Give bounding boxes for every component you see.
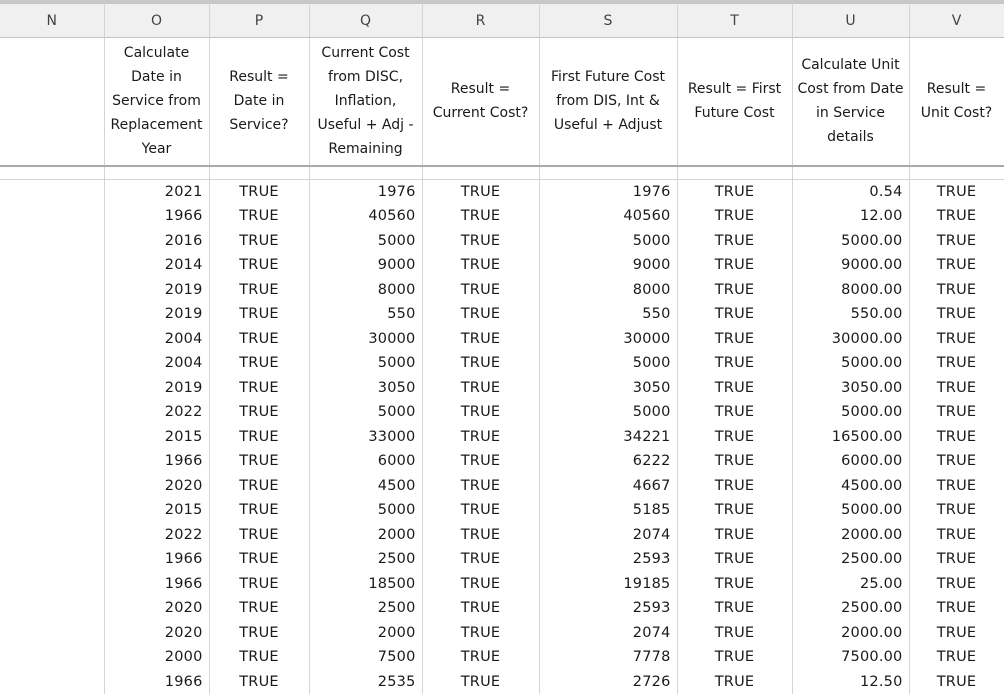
cell-r[interactable]: TRUE: [422, 621, 539, 646]
cell-v[interactable]: TRUE: [909, 376, 1004, 401]
cell-v[interactable]: TRUE: [909, 474, 1004, 499]
cell-o[interactable]: 2004: [104, 327, 209, 352]
cell-s[interactable]: 5000: [539, 400, 677, 425]
cell-r[interactable]: TRUE: [422, 180, 539, 205]
cell-p[interactable]: TRUE: [209, 327, 309, 352]
cell-s[interactable]: 34221: [539, 425, 677, 450]
cell-n[interactable]: [0, 253, 104, 278]
cell-o[interactable]: 2020: [104, 621, 209, 646]
table-row: [0, 670, 1004, 695]
cell-p[interactable]: TRUE: [209, 670, 309, 695]
cell-n[interactable]: [0, 474, 104, 499]
cell-n[interactable]: [0, 498, 104, 523]
column-header-s[interactable]: S: [539, 4, 677, 38]
description-header-row: [0, 38, 1004, 166]
table-row: [0, 351, 1004, 376]
cell-q[interactable]: 9000: [309, 253, 422, 278]
table-row: [0, 498, 1004, 523]
cell-t[interactable]: TRUE: [677, 645, 792, 670]
cell-v[interactable]: TRUE: [909, 351, 1004, 376]
cell-o[interactable]: 2015: [104, 498, 209, 523]
header-cell-v[interactable]: Result = Unit Cost?: [909, 38, 1004, 166]
cell-q[interactable]: 30000: [309, 327, 422, 352]
cell-q[interactable]: 7500: [309, 645, 422, 670]
cell-p[interactable]: TRUE: [209, 645, 309, 670]
cell-n[interactable]: [0, 645, 104, 670]
cell-q[interactable]: 2535: [309, 670, 422, 695]
cell-q[interactable]: 4500: [309, 474, 422, 499]
column-header-n[interactable]: N: [0, 4, 104, 38]
cell-o[interactable]: 2020: [104, 596, 209, 621]
cell-r[interactable]: TRUE: [422, 547, 539, 572]
cell-s[interactable]: 40560: [539, 204, 677, 229]
cell-u[interactable]: 12.50: [792, 670, 909, 695]
cell-p[interactable]: TRUE: [209, 351, 309, 376]
cell-u[interactable]: 2000.00: [792, 523, 909, 548]
cell-q[interactable]: 33000: [309, 425, 422, 450]
cell-q[interactable]: 3050: [309, 376, 422, 401]
cell-n[interactable]: [0, 621, 104, 646]
cell-s[interactable]: 2074: [539, 621, 677, 646]
cell-p[interactable]: TRUE: [209, 253, 309, 278]
cell-n[interactable]: [0, 351, 104, 376]
cell-p[interactable]: TRUE: [209, 547, 309, 572]
cell-v[interactable]: TRUE: [909, 400, 1004, 425]
cell-r[interactable]: TRUE: [422, 327, 539, 352]
table-row: [0, 180, 1004, 205]
cell-t[interactable]: TRUE: [677, 621, 792, 646]
column-header-p[interactable]: P: [209, 4, 309, 38]
cell-v[interactable]: TRUE: [909, 670, 1004, 695]
column-header-o[interactable]: O: [104, 4, 209, 38]
column-header-q[interactable]: Q: [309, 4, 422, 38]
cell-q[interactable]: 5000: [309, 351, 422, 376]
cell-u[interactable]: 9000.00: [792, 253, 909, 278]
cell-u[interactable]: 5000.00: [792, 351, 909, 376]
cell-o[interactable]: 1966: [104, 449, 209, 474]
cell-p[interactable]: TRUE: [209, 621, 309, 646]
cell-t[interactable]: TRUE: [677, 400, 792, 425]
blank-cell-v[interactable]: [909, 166, 1004, 180]
cell-p[interactable]: TRUE: [209, 523, 309, 548]
cell-o[interactable]: 2022: [104, 400, 209, 425]
table-row: [0, 425, 1004, 450]
table-row: [0, 449, 1004, 474]
cell-t[interactable]: TRUE: [677, 376, 792, 401]
header-cell-q[interactable]: Current Cost from DISC, Inflation, Useful + Adj - Remaining: [309, 38, 422, 166]
cell-r[interactable]: TRUE: [422, 351, 539, 376]
cell-t[interactable]: TRUE: [677, 302, 792, 327]
blank-row: [0, 166, 1004, 180]
cell-r[interactable]: TRUE: [422, 645, 539, 670]
table-row: [0, 204, 1004, 229]
cell-u[interactable]: 5000.00: [792, 498, 909, 523]
cell-u[interactable]: 5000.00: [792, 229, 909, 254]
cell-o[interactable]: 2020: [104, 474, 209, 499]
cell-n[interactable]: [0, 596, 104, 621]
cell-s[interactable]: 6222: [539, 449, 677, 474]
cell-u[interactable]: 0.54: [792, 180, 909, 205]
cell-n[interactable]: [0, 425, 104, 450]
table-row: [0, 376, 1004, 401]
cell-u[interactable]: 30000.00: [792, 327, 909, 352]
cell-u[interactable]: 2500.00: [792, 596, 909, 621]
column-header-t[interactable]: T: [677, 4, 792, 38]
cell-r[interactable]: TRUE: [422, 400, 539, 425]
cell-q[interactable]: 5000: [309, 400, 422, 425]
cell-v[interactable]: TRUE: [909, 498, 1004, 523]
cell-u[interactable]: 16500.00: [792, 425, 909, 450]
cell-v[interactable]: TRUE: [909, 645, 1004, 670]
cell-q[interactable]: 6000: [309, 449, 422, 474]
cell-o[interactable]: 2015: [104, 425, 209, 450]
cell-q[interactable]: 18500: [309, 572, 422, 597]
cell-s[interactable]: 4667: [539, 474, 677, 499]
cell-q[interactable]: 2000: [309, 523, 422, 548]
cell-p[interactable]: TRUE: [209, 596, 309, 621]
cell-q[interactable]: 40560: [309, 204, 422, 229]
cell-q[interactable]: 550: [309, 302, 422, 327]
blank-cell-u[interactable]: [792, 166, 909, 180]
cell-r[interactable]: TRUE: [422, 376, 539, 401]
cell-s[interactable]: 3050: [539, 376, 677, 401]
cell-s[interactable]: 2074: [539, 523, 677, 548]
cell-p[interactable]: TRUE: [209, 449, 309, 474]
cell-s[interactable]: 2593: [539, 547, 677, 572]
cell-t[interactable]: TRUE: [677, 449, 792, 474]
cell-n[interactable]: [0, 449, 104, 474]
cell-n[interactable]: [0, 376, 104, 401]
spreadsheet-grid: [0, 3, 1004, 694]
cell-v[interactable]: TRUE: [909, 278, 1004, 303]
table-row: [0, 253, 1004, 278]
column-header-row: [0, 4, 1004, 38]
cell-o[interactable]: 2019: [104, 302, 209, 327]
cell-s[interactable]: 2726: [539, 670, 677, 695]
cell-t[interactable]: TRUE: [677, 229, 792, 254]
cell-t[interactable]: TRUE: [677, 253, 792, 278]
cell-t[interactable]: TRUE: [677, 327, 792, 352]
cell-u[interactable]: 8000.00: [792, 278, 909, 303]
table-row: [0, 572, 1004, 597]
cell-n[interactable]: [0, 180, 104, 205]
cell-u[interactable]: 5000.00: [792, 400, 909, 425]
cell-q[interactable]: 2500: [309, 547, 422, 572]
cell-r[interactable]: TRUE: [422, 449, 539, 474]
cell-u[interactable]: 4500.00: [792, 474, 909, 499]
cell-r[interactable]: TRUE: [422, 498, 539, 523]
cell-u[interactable]: 2000.00: [792, 621, 909, 646]
cell-p[interactable]: TRUE: [209, 474, 309, 499]
cell-r[interactable]: TRUE: [422, 425, 539, 450]
blank-cell-o[interactable]: [104, 166, 209, 180]
cell-s[interactable]: 5185: [539, 498, 677, 523]
cell-p[interactable]: TRUE: [209, 204, 309, 229]
table-row: [0, 302, 1004, 327]
cell-o[interactable]: 2019: [104, 376, 209, 401]
cell-s[interactable]: 1976: [539, 180, 677, 205]
cell-q[interactable]: 2500: [309, 596, 422, 621]
blank-cell-q[interactable]: [309, 166, 422, 180]
cell-p[interactable]: TRUE: [209, 180, 309, 205]
blank-cell-p[interactable]: [209, 166, 309, 180]
cell-n[interactable]: [0, 547, 104, 572]
cell-o[interactable]: 2014: [104, 253, 209, 278]
cell-o[interactable]: 2004: [104, 351, 209, 376]
cell-n[interactable]: [0, 572, 104, 597]
cell-u[interactable]: 12.00: [792, 204, 909, 229]
cell-v[interactable]: TRUE: [909, 327, 1004, 352]
cell-v[interactable]: TRUE: [909, 621, 1004, 646]
cell-q[interactable]: 2000: [309, 621, 422, 646]
cell-n[interactable]: [0, 523, 104, 548]
cell-t[interactable]: TRUE: [677, 596, 792, 621]
cell-t[interactable]: TRUE: [677, 351, 792, 376]
cell-r[interactable]: TRUE: [422, 278, 539, 303]
cell-o[interactable]: 2021: [104, 180, 209, 205]
cell-t[interactable]: TRUE: [677, 572, 792, 597]
cell-s[interactable]: 2593: [539, 596, 677, 621]
header-cell-n[interactable]: [0, 38, 104, 166]
cell-n[interactable]: [0, 204, 104, 229]
cell-u[interactable]: 7500.00: [792, 645, 909, 670]
cell-q[interactable]: 8000: [309, 278, 422, 303]
cell-s[interactable]: 19185: [539, 572, 677, 597]
cell-t[interactable]: TRUE: [677, 670, 792, 695]
table-row: [0, 596, 1004, 621]
cell-u[interactable]: 6000.00: [792, 449, 909, 474]
cell-u[interactable]: 3050.00: [792, 376, 909, 401]
cell-s[interactable]: 30000: [539, 327, 677, 352]
table-row: [0, 547, 1004, 572]
header-cell-u[interactable]: Calculate Unit Cost from Date in Service details: [792, 38, 909, 166]
cell-p[interactable]: TRUE: [209, 229, 309, 254]
cell-s[interactable]: 8000: [539, 278, 677, 303]
cell-t[interactable]: TRUE: [677, 547, 792, 572]
cell-p[interactable]: TRUE: [209, 425, 309, 450]
table-row: [0, 523, 1004, 548]
cell-s[interactable]: 7778: [539, 645, 677, 670]
table-row: [0, 229, 1004, 254]
blank-cell-r[interactable]: [422, 166, 539, 180]
cell-v[interactable]: TRUE: [909, 253, 1004, 278]
cell-r[interactable]: TRUE: [422, 596, 539, 621]
header-cell-p[interactable]: Result = Date in Service?: [209, 38, 309, 166]
cell-p[interactable]: TRUE: [209, 572, 309, 597]
table-row: [0, 400, 1004, 425]
cell-s[interactable]: 5000: [539, 229, 677, 254]
cell-v[interactable]: TRUE: [909, 425, 1004, 450]
cell-o[interactable]: 2000: [104, 645, 209, 670]
column-header-v[interactable]: V: [909, 4, 1004, 38]
table-row: [0, 621, 1004, 646]
cell-t[interactable]: TRUE: [677, 498, 792, 523]
blank-cell-t[interactable]: [677, 166, 792, 180]
cell-v[interactable]: TRUE: [909, 229, 1004, 254]
cell-q[interactable]: 5000: [309, 229, 422, 254]
table-row: [0, 278, 1004, 303]
table-row: [0, 327, 1004, 352]
table-row: [0, 474, 1004, 499]
column-header-r[interactable]: R: [422, 4, 539, 38]
cell-v[interactable]: TRUE: [909, 449, 1004, 474]
cell-r[interactable]: TRUE: [422, 523, 539, 548]
cell-p[interactable]: TRUE: [209, 302, 309, 327]
cell-v[interactable]: TRUE: [909, 523, 1004, 548]
cell-v[interactable]: TRUE: [909, 596, 1004, 621]
cell-s[interactable]: 9000: [539, 253, 677, 278]
cell-r[interactable]: TRUE: [422, 204, 539, 229]
cell-p[interactable]: TRUE: [209, 376, 309, 401]
cell-u[interactable]: 550.00: [792, 302, 909, 327]
cell-v[interactable]: TRUE: [909, 547, 1004, 572]
cell-t[interactable]: TRUE: [677, 474, 792, 499]
cell-o[interactable]: 1966: [104, 204, 209, 229]
cell-o[interactable]: 1966: [104, 670, 209, 695]
cell-r[interactable]: TRUE: [422, 670, 539, 695]
cell-q[interactable]: 1976: [309, 180, 422, 205]
blank-cell-n[interactable]: [0, 166, 104, 180]
table-row: [0, 645, 1004, 670]
cell-r[interactable]: TRUE: [422, 474, 539, 499]
cell-t[interactable]: TRUE: [677, 523, 792, 548]
cell-s[interactable]: 550: [539, 302, 677, 327]
cell-t[interactable]: TRUE: [677, 278, 792, 303]
cell-p[interactable]: TRUE: [209, 400, 309, 425]
cell-t[interactable]: TRUE: [677, 180, 792, 205]
header-cell-r[interactable]: Result = Current Cost?: [422, 38, 539, 166]
cell-v[interactable]: TRUE: [909, 204, 1004, 229]
cell-s[interactable]: 5000: [539, 351, 677, 376]
cell-p[interactable]: TRUE: [209, 278, 309, 303]
cell-u[interactable]: 25.00: [792, 572, 909, 597]
cell-n[interactable]: [0, 400, 104, 425]
cell-n[interactable]: [0, 670, 104, 695]
cell-n[interactable]: [0, 229, 104, 254]
cell-r[interactable]: TRUE: [422, 253, 539, 278]
cell-v[interactable]: TRUE: [909, 572, 1004, 597]
cell-o[interactable]: 1966: [104, 572, 209, 597]
cell-r[interactable]: TRUE: [422, 229, 539, 254]
cell-v[interactable]: TRUE: [909, 180, 1004, 205]
cell-o[interactable]: 2022: [104, 523, 209, 548]
cell-o[interactable]: 1966: [104, 547, 209, 572]
cell-q[interactable]: 5000: [309, 498, 422, 523]
cell-o[interactable]: 2016: [104, 229, 209, 254]
cell-p[interactable]: TRUE: [209, 498, 309, 523]
header-cell-t[interactable]: Result = First Future Cost: [677, 38, 792, 166]
header-cell-o[interactable]: Calculate Date in Service from Replacement Year: [104, 38, 209, 166]
cell-n[interactable]: [0, 278, 104, 303]
cell-t[interactable]: TRUE: [677, 425, 792, 450]
cell-o[interactable]: 2019: [104, 278, 209, 303]
cell-u[interactable]: 2500.00: [792, 547, 909, 572]
cell-r[interactable]: TRUE: [422, 572, 539, 597]
cell-n[interactable]: [0, 302, 104, 327]
column-header-u[interactable]: U: [792, 4, 909, 38]
cell-r[interactable]: TRUE: [422, 302, 539, 327]
cell-n[interactable]: [0, 327, 104, 352]
cell-v[interactable]: TRUE: [909, 302, 1004, 327]
header-cell-s[interactable]: First Future Cost from DIS, Int & Useful + Adjust: [539, 38, 677, 166]
blank-cell-s[interactable]: [539, 166, 677, 180]
cell-t[interactable]: TRUE: [677, 204, 792, 229]
